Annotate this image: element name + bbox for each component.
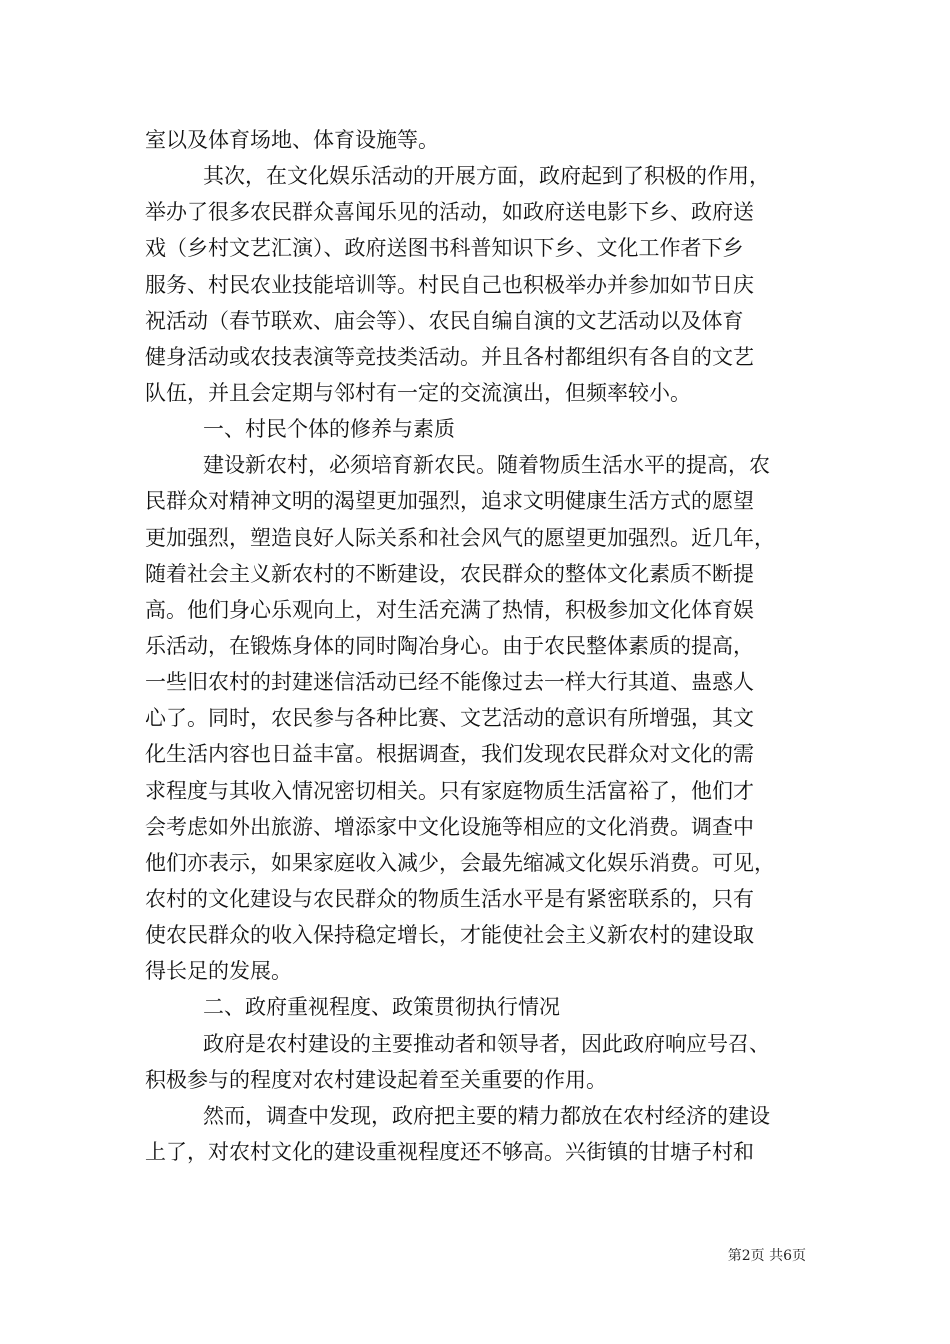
footer-total-pages: 6 [783,1248,792,1264]
text-line: 他们亦表示，如果家庭收入减少，会最先缩减文化娱乐消费。可见， [145,850,775,875]
text-line: 使农民群众的收入保持稳定增长，才能使社会主义新农村的建设取 [145,923,754,948]
text-line: 更加强烈，塑造良好人际关系和社会风气的愿望更加强烈。近几年， [145,525,775,550]
text-line: 戏（乡村文艺汇演）、政府送图书科普知识下乡、文化工作者下乡 [145,236,744,261]
text-line: 队伍，并且会定期与邻村有一定的交流演出，但频率较小。 [145,380,691,405]
text-line: 二、政府重视程度、政策贯彻执行情况 [203,995,560,1020]
text-line: 高。他们身心乐观向上，对生活充满了热情，积极参加文化体育娱 [145,597,754,622]
text-line: 乐活动，在锻炼身体的同时陶冶身心。由于农民整体素质的提高， [145,633,754,658]
footer-middle: 页 共 [750,1248,784,1264]
text-line: 建设新农村，必须培育新农民。随着物质生活水平的提高，农 [203,453,770,478]
text-line: 政府是农村建设的主要推动者和领导者，因此政府响应号召、 [203,1031,770,1056]
text-line: 上了，对农村文化的建设重视程度还不够高。兴街镇的甘塘子村和 [145,1139,754,1164]
footer-current-page: 2 [741,1248,751,1264]
text-line: 心了。同时，农民参与各种比赛、文艺活动的意识有所增强，其文 [145,706,754,731]
text-line: 积极参与的程度对农村建设起着至关重要的作用。 [145,1067,607,1092]
text-line: 室以及体育场地、体育设施等。 [145,128,439,152]
text-line: 然而，调查中发现，政府把主要的精力都放在农村经济的建设 [203,1103,770,1128]
body-text [145,122,835,1170]
text-line: 一些旧农村的封建迷信活动已经不能像过去一样大行其道、蛊惑人 [145,670,754,695]
footer-prefix: 第 [727,1248,742,1264]
text-line: 化生活内容也日益丰富。根据调查，我们发现农民群众对文化的需 [145,742,754,767]
text-line: 服务、村民农业技能培训等。村民自己也积极举办并参加如节日庆 [145,272,754,297]
page-footer [728,1245,806,1265]
footer-suffix: 页 [792,1248,806,1264]
text-line: 会考虑如外出旅游、增添家中文化设施等相应的文化消费。调查中 [145,814,754,839]
text-line: 求程度与其收入情况密切相关。只有家庭物质生活富裕了，他们才 [145,778,754,803]
text-line: 得长足的发展。 [145,959,292,984]
text-line: 举办了很多农民群众喜闻乐见的活动，如政府送电影下乡、政府送 [145,200,754,225]
text-line: 其次，在文化娱乐活动的开展方面，政府起到了积极的作用， [203,164,770,189]
text-line: 祝活动（春节联欢、庙会等）、农民自编自演的文艺活动以及体育 [145,308,744,333]
text-line: 民群众对精神文明的渴望更加强烈，追求文明健康生活方式的愿望 [145,489,754,514]
text-line: 农村的文化建设与农民群众的物质生活水平是有紧密联系的，只有 [145,886,754,911]
text-line: 健身活动或农技表演等竞技类活动。并且各村都组织有各自的文艺 [145,344,754,369]
text-line: 随着社会主义新农村的不断建设，农民群众的整体文化素质不断提 [145,561,754,586]
text-line: 一、村民个体的修养与素质 [203,417,455,442]
